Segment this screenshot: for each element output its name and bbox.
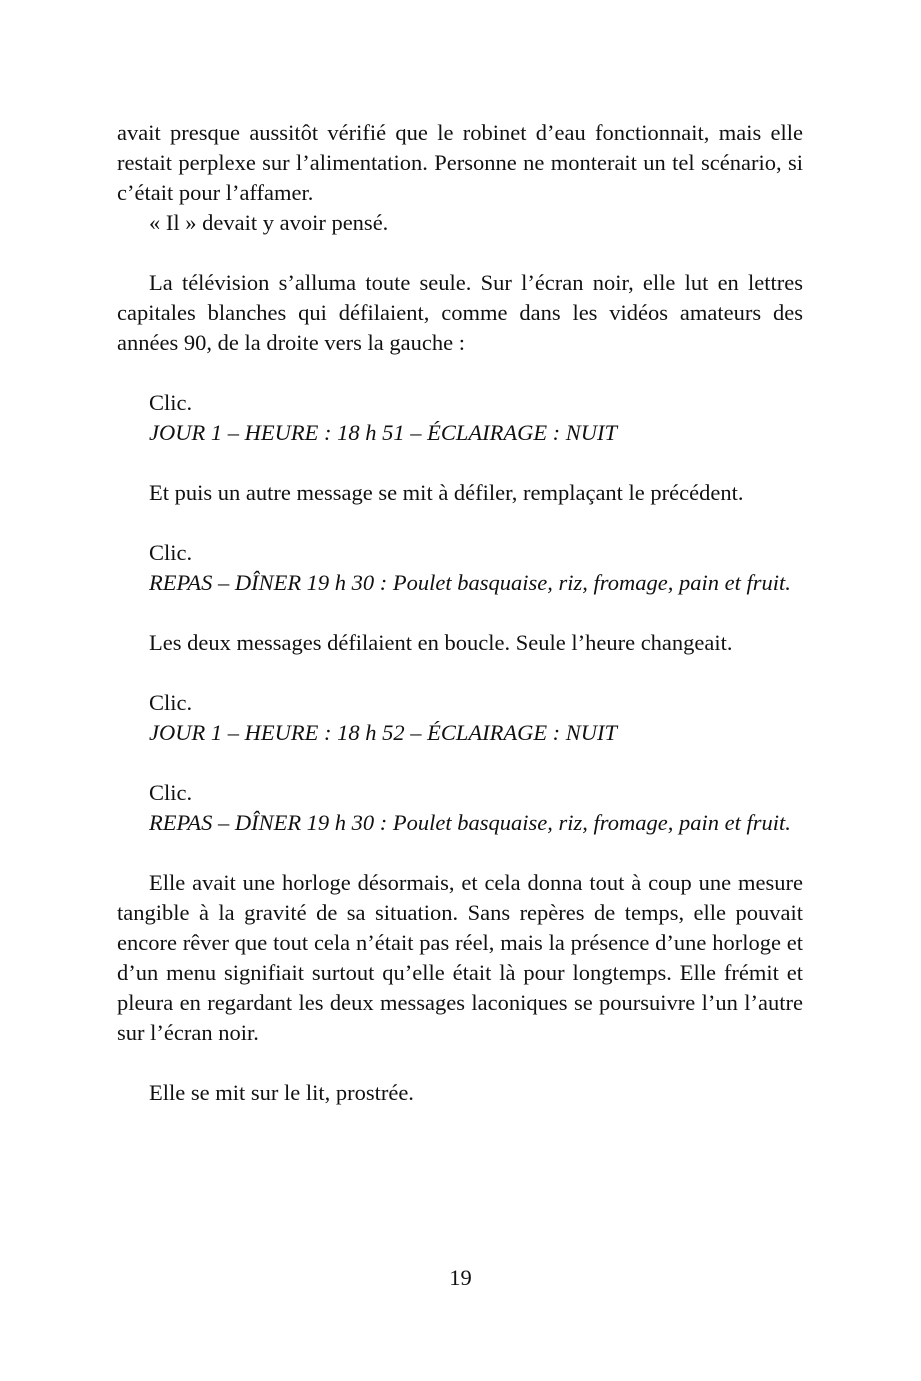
paragraph-clic-4: Clic.	[149, 780, 193, 805]
blank-line	[117, 358, 803, 388]
paragraph-clic-3: Clic.	[149, 690, 193, 715]
paragraph-bed: Elle se mit sur le lit, prostrée.	[149, 1080, 414, 1105]
screen-message-meal-2: REPAS – DÎNER 19 h 30 : Poulet basquaise, riz, fromage, pain et fruit.	[149, 810, 791, 835]
page-number: 19	[449, 1265, 472, 1290]
blank-line	[117, 658, 803, 688]
screen-message-day-1: JOUR 1 – HEURE : 18 h 51 – ÉCLAIRAGE : NUIT	[149, 420, 618, 445]
paragraph-another-message: Et puis un autre message se mit à défiler, remplaçant le précédent.	[149, 480, 744, 505]
blank-line	[117, 1048, 803, 1078]
paragraph-clic-2: Clic.	[149, 540, 193, 565]
paragraph-il: « Il » devait y avoir pensé.	[149, 210, 389, 235]
paragraph-clock: Elle avait une horloge désormais, et cela donna tout à coup une mesure tangible à la gravité de sa situation. Sans repères de temps, elle pouvait encore rêver que tout cela n’était pas réel, mais la présence d’une horloge et d’un menu signifiait surtout qu’elle était là pour longtemps. Elle frémit et pleura en regardant les deux messages laconiques se poursuivre l’un l’autre sur l’écran noir.	[117, 870, 803, 1045]
screen-message-day-2: JOUR 1 – HEURE : 18 h 52 – ÉCLAIRAGE : NUIT	[149, 720, 618, 745]
blank-line	[117, 838, 803, 868]
screen-message-meal-1: REPAS – DÎNER 19 h 30 : Poulet basquaise, riz, fromage, pain et fruit.	[149, 570, 791, 595]
blank-line	[117, 598, 803, 628]
blank-line	[117, 238, 803, 268]
blank-line	[117, 508, 803, 538]
paragraph-continuation: avait presque aussitôt vérifié que le robinet d’eau fonctionnait, mais elle restait perplexe sur l’alimentation. Personne ne monterait un tel scénario, si c’était pour l’affamer.	[117, 120, 803, 205]
paragraph-television: La télévision s’alluma toute seule. Sur l’écran noir, elle lut en lettres capitales blanches qui défilaient, comme dans les vidéos amateurs des années 90, de la droite vers la gauche :	[117, 270, 803, 355]
blank-line	[117, 448, 803, 478]
paragraph-clic-1: Clic.	[149, 390, 193, 415]
blank-line	[117, 748, 803, 778]
page-body	[117, 118, 803, 1108]
paragraph-loop: Les deux messages défilaient en boucle. Seule l’heure changeait.	[149, 630, 733, 655]
